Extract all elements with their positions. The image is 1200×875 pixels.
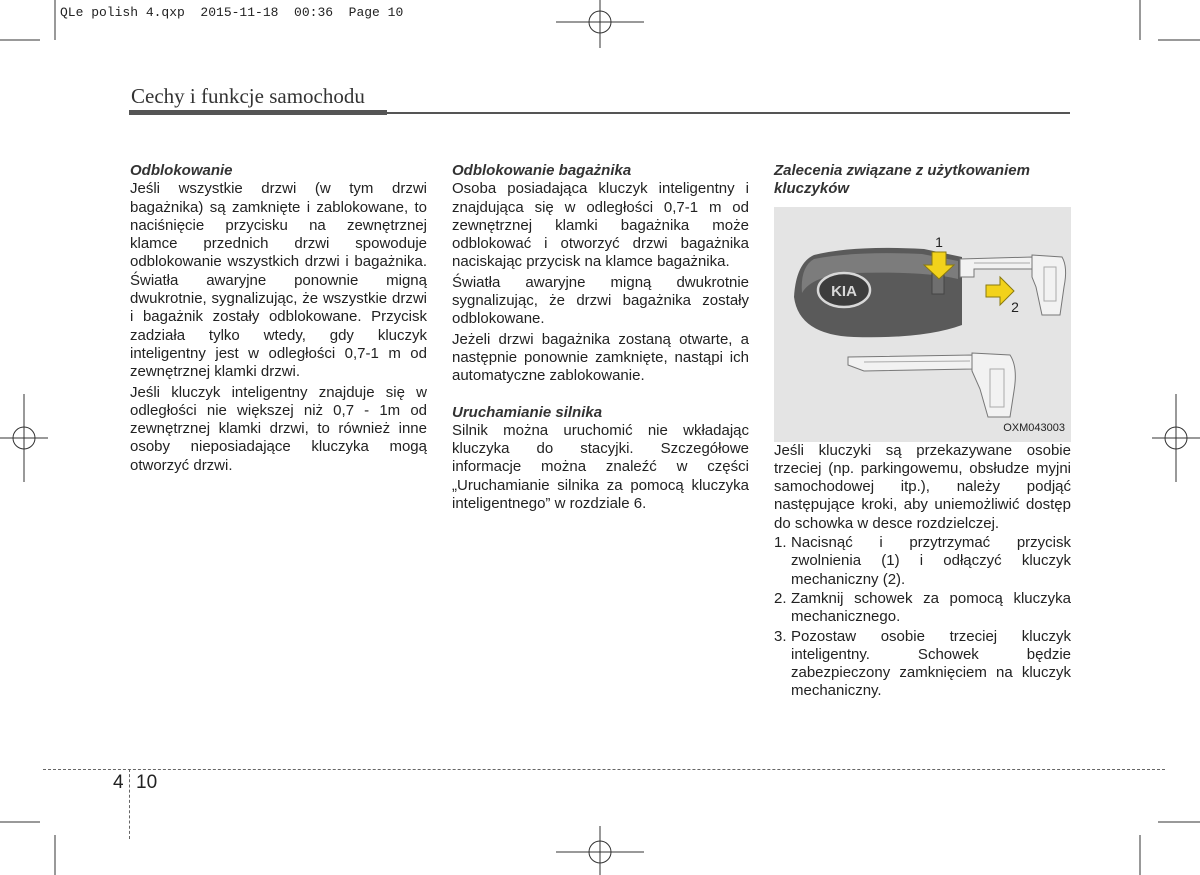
paragraph: Światła awaryjne migną dwukrotnie sygnalizując, że drzwi bagażnika zostały odblokowane.	[452, 273, 749, 328]
paragraph: Jeżeli drzwi bagażnika zostaną otwarte, a następnie ponownie zamknięte, nastąpi ich automatyczne zablokowanie.	[452, 330, 749, 385]
footer-divider	[43, 769, 1165, 770]
mechanical-key-detached	[848, 353, 1015, 417]
step-text: Nacisnąć i przytrzymać przycisk zwolnienia (1) i odłączyć kluczyk mechaniczny (2).	[791, 534, 1071, 588]
paragraph: Jeśli wszystkie drzwi (w tym drzwi bagażnika) są zamknięte i zablokowane, to naciśnięcie przycisku na zewnętrznej klamce przednich drzwi spowoduje odblokowanie wszystkich drzwi i bagażnika. Światła awaryjne ponownie migną dwukrotnie, sygnalizując, że wszystkie drzwi i bagażnik zostały odblokowane. Przycisk zadziała tylko wtedy, gdy kluczyk inteligentny jest w odległości 0,7-1 m od zewnętrznej klamki drzwi.	[130, 180, 427, 381]
list-item	[774, 628, 1071, 701]
print-slug: QLe polish 4.qxp 2015-11-18 00:36 Page 10	[60, 5, 404, 20]
paragraph: Jeśli kluczyki są przekazywane osobie trzeciej (np. parkingowemu, obsłudze myjni samochodowej itp.), należy podjąć następujące kroki, aby uniemożliwić dostęp do schowka w desce rozdzielczej.	[774, 441, 1071, 532]
section-heading: Odblokowanie	[130, 162, 233, 179]
footer-vertical-divider	[129, 769, 130, 839]
header-rule-thin	[387, 112, 1070, 114]
section-heading: Uruchamianie silnika	[452, 403, 603, 421]
column-trunk	[452, 162, 749, 513]
paragraph: Silnik można uruchomić nie wkładając kluczyka do stacyjki. Szczegółowe informacje można znaleźć w części „Uruchamianie silnika za pomocą kluczyka inteligentnego” w rozdziale 6.	[452, 421, 749, 513]
label-1: 1	[935, 233, 943, 250]
header-rule-thick	[129, 110, 387, 115]
arrow-right-icon	[986, 277, 1014, 305]
paragraph: Jeśli kluczyk inteligentny znajduje się w odległości nie większej niż 0,7 - 1m od zewnętrznej klamki drzwi, to również inne osoby nieposiadające kluczyka mogą otworzyć drzwi.	[130, 383, 427, 474]
step-text: Pozostaw osobie trzeciej kluczyk inteligentny. Schowek będzie zabezpieczony zamknięciem na kluczyk mechaniczny.	[791, 627, 1071, 700]
step-text: Zamknij schowek za pomocą kluczyka mechanicznego.	[791, 589, 1071, 626]
paragraph: Osoba posiadająca kluczyk inteligentny i znajdująca się w odległości 0,7-1 m od zewnętrznej klamki bagażnika może odblokować i otworzyć drzwi bagażnika naciskając przycisk na klamce bagażnika.	[452, 180, 749, 271]
steps-list	[774, 534, 1071, 701]
column-unlocking	[130, 162, 427, 475]
footer-chapter-number: 4	[113, 772, 124, 793]
step-number: 1.	[774, 534, 787, 552]
list-item	[774, 534, 1071, 589]
figure-code: OXM043003	[1003, 422, 1065, 435]
section-heading: Zalecenia związane z użytkowaniem kluczyków	[774, 162, 1030, 198]
chapter-title: Cechy i funkcje samochodu	[131, 84, 365, 108]
list-item	[774, 590, 1071, 627]
kia-logo: KIA	[831, 282, 857, 300]
column-key-recommendations	[774, 162, 1071, 701]
label-2: 2	[1011, 298, 1019, 315]
section-heading: Odblokowanie bagażnika	[452, 162, 632, 179]
footer-page-number: 10	[136, 772, 158, 793]
smart-key-figure	[774, 207, 1071, 442]
step-number: 2.	[774, 589, 787, 607]
step-number: 3.	[774, 627, 787, 645]
